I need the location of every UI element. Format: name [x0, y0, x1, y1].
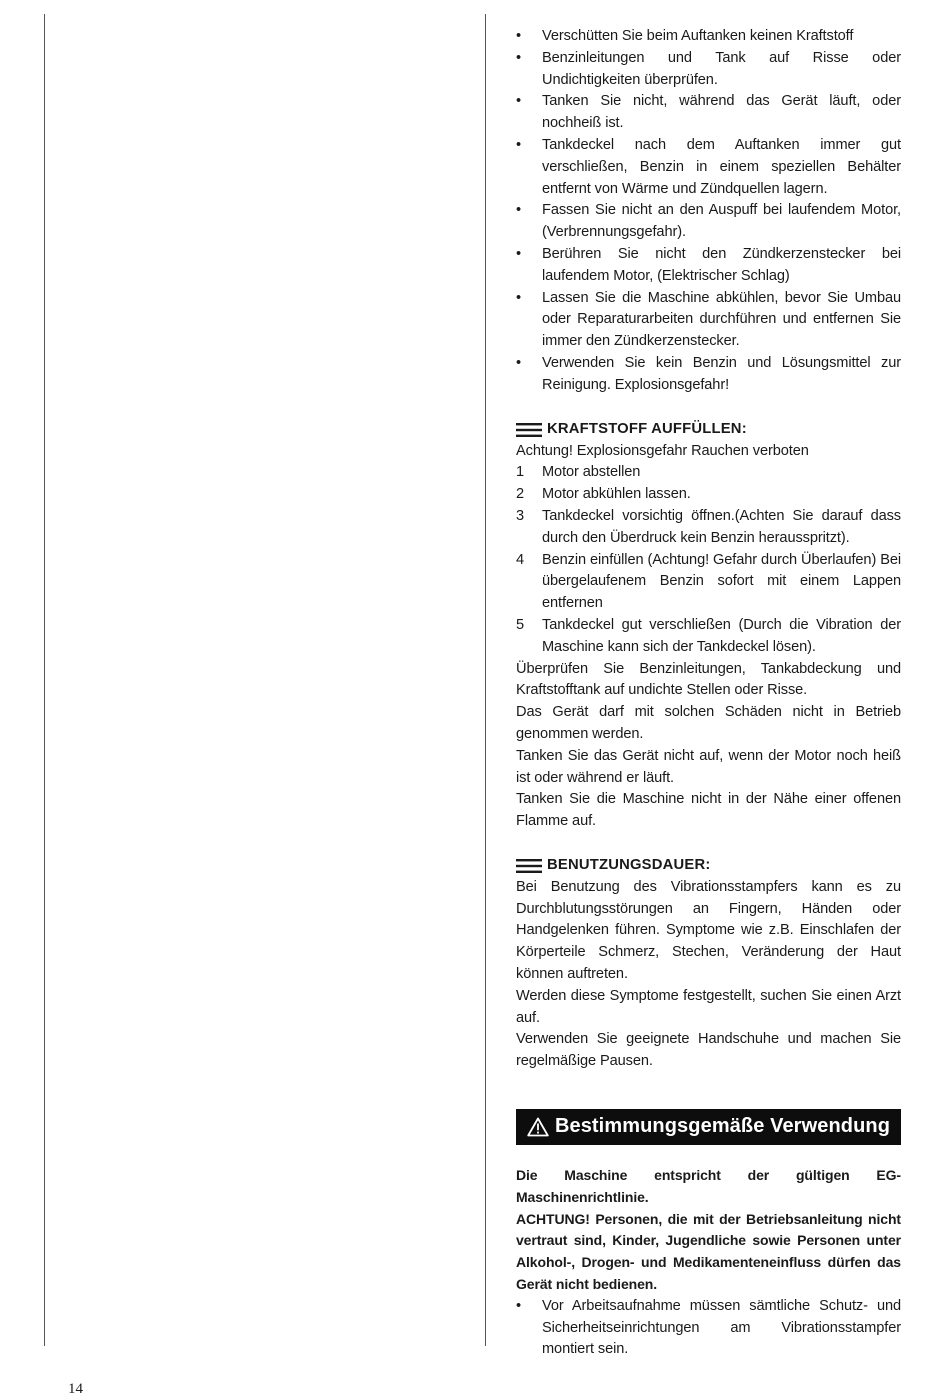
directive-statement: Die Maschine entspricht der gültigen EG-Maschinenrichtlinie.: [516, 1167, 901, 1205]
fuel-paragraph: Tanken Sie das Gerät nicht auf, wenn der Motor noch heiß ist oder während er läuft.: [516, 747, 901, 786]
intended-use-banner: [516, 1109, 901, 1145]
heading-text: BENUTZUNGSDAUER:: [547, 856, 711, 873]
step-item: [516, 462, 901, 484]
page-margin-line-left: [44, 14, 45, 1346]
bullet-item: • Fassen Sie nicht an den Auspuff bei laufendem Motor, (Verbrennungsgefahr).: [516, 200, 901, 244]
warning-statement: ACHTUNG! Personen, die mit der Betriebsanleitung nicht vertraut sind, Kinder, Jugendliche sowie Personen unter Alkohol-, Drogen- und Medikamenteneinfluss dürfen das Gerät nicht bedienen.: [516, 1210, 901, 1293]
step-number: 2: [516, 486, 525, 503]
fuel-section-heading: [516, 419, 901, 441]
step-text: Motor abkühlen lassen.: [542, 486, 691, 503]
bullet-item: • Berühren Sie nicht den Zündkerzenstecker bei laufendem Motor, (Elektrischer Schlag): [516, 244, 901, 288]
step-text: Tankdeckel gut verschließen (Durch die Vibration der Maschine kann sich der Tankdeckel lösen).: [542, 616, 901, 655]
bullet-item: • Verwenden Sie kein Benzin und Lösungsmittel zur Reinigung. Explosionsgefahr!: [516, 353, 901, 397]
step-item: [516, 506, 901, 550]
lines-icon: [516, 423, 542, 437]
usage-paragraph: Werden diese Symptome festgestellt, suchen Sie einen Arzt auf.: [516, 987, 901, 1026]
safety-bullet-list: [516, 26, 901, 397]
step-item: [516, 550, 901, 615]
usage-paragraph: Bei Benutzung des Vibrationsstampfers kann es zu Durchblutungsstörungen an Fingern, Händen oder Handgelenken führen. Symptome wie z.B. Einschlafen der Körperteile Schmerz, Stechen, Veränderung der Haut können auftreten.: [516, 878, 901, 983]
bullet-item: • Benzinleitungen und Tank auf Risse oder Undichtigkeiten überprüfen.: [516, 48, 901, 92]
fuel-intro: Achtung! Explosionsgefahr Rauchen verboten: [516, 442, 809, 459]
step-text: Benzin einfüllen (Achtung! Gefahr durch Überlaufen) Bei übergelaufenem Benzin sofort mit einem Lappen entfernen: [542, 551, 901, 612]
banner-title: Bestimmungsgemäße Verwendung: [554, 1115, 891, 1138]
heading-text: KRAFTSTOFF AUFFÜLLEN:: [547, 420, 747, 437]
bullet-item: • Vor Arbeitsaufnahme müssen sämtliche Schutz- und Sicherheitseinrichtungen am Vibrationsstampfer montiert sein.: [516, 1296, 901, 1361]
bullet-item: • Tankdeckel nach dem Auftanken immer gut verschließen, Benzin in einem speziellen Behälter entfernt von Wärme und Zündquellen lagern.: [516, 135, 901, 200]
step-number: 5: [516, 616, 525, 633]
bullet-item: • Verschütten Sie beim Auftanken keinen Kraftstoff: [516, 26, 901, 48]
intended-use-bullet-list: [516, 1296, 901, 1361]
usage-paragraph: Verwenden Sie geeignete Handschuhe und machen Sie regelmäßige Pausen.: [516, 1031, 901, 1070]
fuel-paragraph: Überprüfen Sie Benzinleitungen, Tankabdeckung und Kraftstofftank auf undichte Stellen oder Risse.: [516, 660, 901, 699]
fuel-paragraph: Das Gerät darf mit solchen Schäden nicht in Betrieb genommen werden.: [516, 704, 901, 742]
warning-triangle-icon: [527, 1117, 549, 1137]
step-item: [516, 615, 901, 659]
step-number: 4: [516, 551, 525, 568]
step-text: Motor abstellen: [542, 464, 641, 481]
fuel-paragraph: Tanken Sie die Maschine nicht in der Nähe einer offenen Flamme auf.: [516, 791, 901, 830]
step-text: Tankdeckel vorsichtig öffnen.(Achten Sie darauf dass durch den Überdruck kein Benzin herausspritzt).: [542, 507, 901, 546]
column-divider-line: [485, 14, 486, 1346]
bullet-item: • Tanken Sie nicht, während das Gerät läuft, oder nochheiß ist.: [516, 91, 901, 135]
page-number: 14: [68, 1381, 83, 1397]
bullet-item: • Lassen Sie die Maschine abkühlen, bevor Sie Umbau oder Reparaturarbeiten durchführen und entfernen Sie immer den Zündkerzenstecker.: [516, 288, 901, 353]
usage-section-heading: [516, 855, 901, 877]
step-item: [516, 484, 901, 506]
step-number: 3: [516, 507, 525, 524]
lines-icon: [516, 859, 542, 873]
right-column: [516, 26, 901, 1361]
step-number: 1: [516, 464, 525, 481]
fuel-steps-list: [516, 462, 901, 658]
